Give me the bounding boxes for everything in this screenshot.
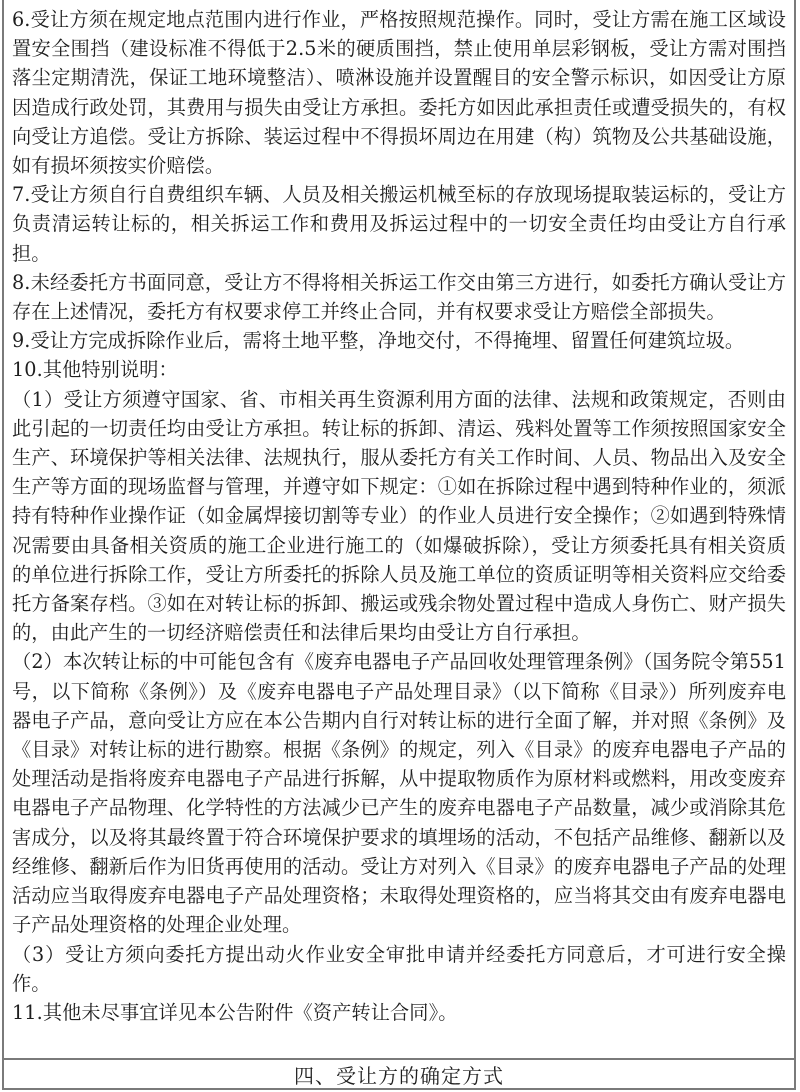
clause-10-heading: 10.其他特别说明： <box>12 358 178 382</box>
clause-9: 9.受让方完成拆除作业后，需将土地平整，净地交付，不得掩埋、留置任何建筑垃圾。 <box>12 329 745 353</box>
clause-6: 6.受让方须在规定地点范围内进行作业，严格按照规范操作。同时，受让方需在施工区域设置安全围挡（建设标准不得低于2.5米的硬质围挡，禁止使用单层彩钢板，受让方需对围挡落尘定期清洗，保证工地环境整洁）、喷淋设施并设置醒目的安全警示标识，如因受让方原因造成行政处罚，其费用与损失由受让方承担。委托方如因此承担责任或遭受损失的，有权向受让方追偿。受让方拆除、装运过程中不得损坏周边在用建（构）筑物及公共基础设施，如有损坏须按实价赔偿。 <box>12 8 786 178</box>
clause-10-1: （1）受让方须遵守国家、省、市相关再生资源利用方面的法律、法规和政策规定，否则由此引起的一切责任均由受让方承担。转让标的拆卸、清运、残料处置等工作须按照国家安全生产、环境保护等相关法律、法规执行，服从委托方有关工作时间、人员、物品出入及安全生产等方面的现场监督与管理，并遵守如下规定：①如在拆除过程中遇到特种作业的，须派持有特种作业操作证（如金属焊接切割等专业）的作业人员进行安全操作；②如遇到特殊情况需要由具备相关资质的施工企业进行施工的（如爆破拆除），受让方须委托具有相关资质的单位进行拆除工作，受让方所委托的拆除人员及施工单位的资质证明等相关资料应交给委托方备案存档。③如在对转让标的拆卸、搬运或残余物处置过程中造成人身伤亡、财产损失的，由此产生的一切经济赔偿责任和法律后果均由受让方自行承担。 <box>12 387 786 645</box>
clause-7: 7.受让方须自行自费组织车辆、人员及相关搬运机械至标的存放现场提取装运标的，受让方负责清运转让标的，相关拆运工作和费用及拆运过程中的一切安全责任均由受让方自行承担。 <box>12 183 786 265</box>
section-header-transferee-determination: 四、受让方的确定方式 <box>294 1063 504 1088</box>
clause-10-2: （2）本次转让标的中可能包含有《废弃电器电子产品回收处理管理条例》（国务院令第551号，以下简称《条例》）及《废弃电器电子产品处理目录》（以下简称《目录》）所列废弃电器电子产品，意向受让方应在本公告期内自行对转让标的进行全面了解，并对照《条例》及《目录》对转让标的进行勘察。根据《条例》的规定，列入《目录》的废弃电器电子产品的处理活动是指将废弃电器电子产品进行拆解，从中提取物质作为原材料或燃料，用改变废弃电器电子产品物理、化学特性的方法减少已产生的废弃电器电子产品数量，减少或消除其危害成分，以及将其最终置于符合环境保护要求的填埋场的活动，不包括产品维修、翻新以及经维修、翻新后作为旧货再使用的活动。受让方对列入《目录》的废弃电器电子产品的处理活动应当取得废弃电器电子产品处理资格；未取得处理资格的，应当将其交由有废弃电器电子产品处理资格的处理企业处理。 <box>12 650 786 937</box>
terms-cell <box>4 0 794 1060</box>
clause-11: 11.其他未尽事宜详见本公告附件《资产转让合同》。 <box>12 1000 458 1024</box>
clause-8: 8.未经委托方书面同意，受让方不得将相关拆运工作交由第三方进行，如委托方确认受让方存在上述情况，委托方有权要求停工并终止合同，并有权要求受让方赔偿全部损失。 <box>12 270 786 324</box>
document-table <box>2 0 796 1090</box>
clause-10-3: （3）受让方须向委托方提出动火作业安全审批申请并经委托方同意后，才可进行安全操作。 <box>12 942 786 995</box>
